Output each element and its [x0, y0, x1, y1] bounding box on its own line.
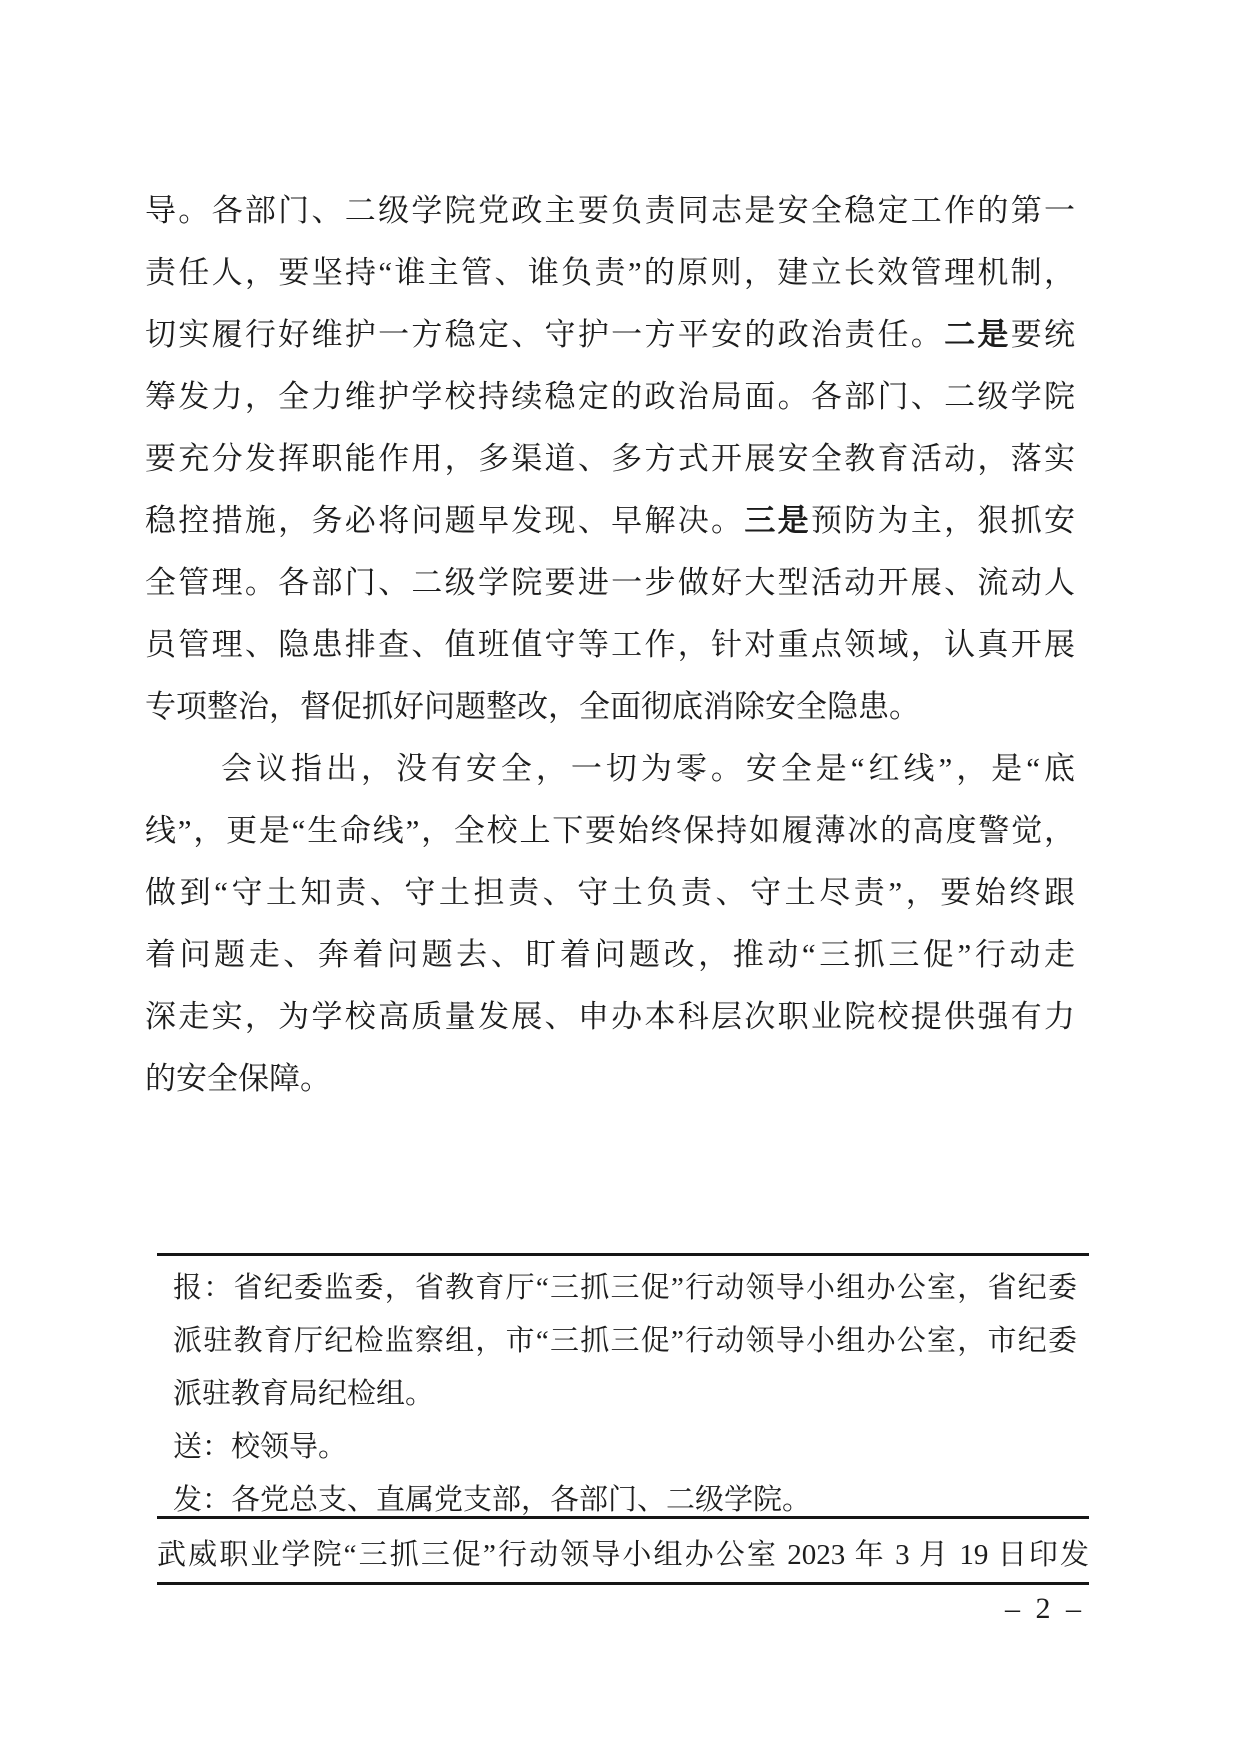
printer-imprint-line: 武威职业学院“三抓三促”行动领导小组办公室 2023 年 3 月 19 日印发: [157, 1539, 1089, 1571]
distribution-line: 派驻教育局纪检组。: [173, 1378, 435, 1410]
body-text-run: 深走实，为学校高质量发展、申办本科层次职业院校提供强有力: [145, 999, 1075, 1034]
body-line: [145, 738, 1075, 800]
body-text-run: 责任人，要坚持“谁主管、谁负责”的原则，建立长效管理机制，: [145, 255, 1076, 290]
body-text-run: 会议指出，没有安全，一切为零。安全是“红线”，是“底: [221, 751, 1075, 786]
distribution-block: [173, 1262, 1077, 1527]
body-paragraphs: [145, 180, 1075, 1110]
body-text-run: 切实履行好维护一方稳定、守护一方平安的政治责任。: [145, 317, 945, 352]
body-line: [145, 614, 1075, 676]
body-line: [145, 242, 1075, 304]
body-line: [145, 862, 1075, 924]
body-line: [145, 180, 1075, 242]
body-line: [145, 1048, 1075, 1110]
distribution-line: 报：省纪委监委，省教育厅“三抓三促”行动领导小组办公室，省纪委: [173, 1272, 1077, 1304]
body-line: [145, 924, 1075, 986]
body-line: [145, 986, 1075, 1048]
distribution-line: 派驻教育厅纪检监察组，市“三抓三促”行动领导小组办公室，市纪委: [173, 1325, 1077, 1357]
distribution-line: 送：校领导。: [173, 1431, 348, 1463]
body-text-run: 导。各部门、二级学院党政主要负责同志是安全稳定工作的第一: [145, 193, 1075, 228]
body-text-run: 要充分发挥职能作用，多渠道、多方式开展安全教育活动，落实: [145, 441, 1075, 476]
body-line: [145, 490, 1075, 552]
body-line: [145, 676, 1075, 738]
footer-separator-top: [157, 1253, 1089, 1256]
body-line: [145, 552, 1075, 614]
body-text-run: 稳控措施，务必将问题早发现、早解决。: [145, 503, 745, 538]
body-text-run: 筹发力，全力维护学校持续稳定的政治局面。各部门、二级学院: [145, 379, 1075, 414]
body-text-run: 的安全保障。: [145, 1061, 331, 1096]
body-text-run: 着问题走、奔着问题去、盯着问题改，推动“三抓三促”行动走: [145, 937, 1075, 972]
bold-emphasis-run: 三是: [744, 503, 811, 538]
body-line: [145, 366, 1075, 428]
body-line: [145, 304, 1075, 366]
page-number: – 2 –: [1005, 1592, 1085, 1625]
footer-separator-middle: [157, 1516, 1089, 1519]
footer-separator-bottom: [157, 1582, 1089, 1585]
distribution-line: 发：各党总支、直属党支部，各部门、二级学院。: [173, 1484, 812, 1516]
body-text-run: 线”，更是“生命线”，全校上下要始终保持如履薄冰的高度警觉，: [145, 813, 1075, 848]
body-line: [145, 800, 1075, 862]
body-text-run: 要统: [1010, 317, 1075, 352]
body-text-run: 专项整治，督促抓好问题整改，全面彻底消除安全隐患。: [145, 689, 920, 724]
bold-emphasis-run: 二是: [944, 317, 1011, 352]
body-text-run: 全管理。各部门、二级学院要进一步做好大型活动开展、流动人: [145, 565, 1075, 600]
body-text-run: 员管理、隐患排查、值班值守等工作，针对重点领域，认真开展: [145, 627, 1075, 662]
body-line: [145, 428, 1075, 490]
body-text-run: 做到“守土知责、守土担责、守土负责、守土尽责”，要始终跟: [145, 875, 1075, 910]
body-text-run: 预防为主，狠抓安: [810, 503, 1076, 538]
